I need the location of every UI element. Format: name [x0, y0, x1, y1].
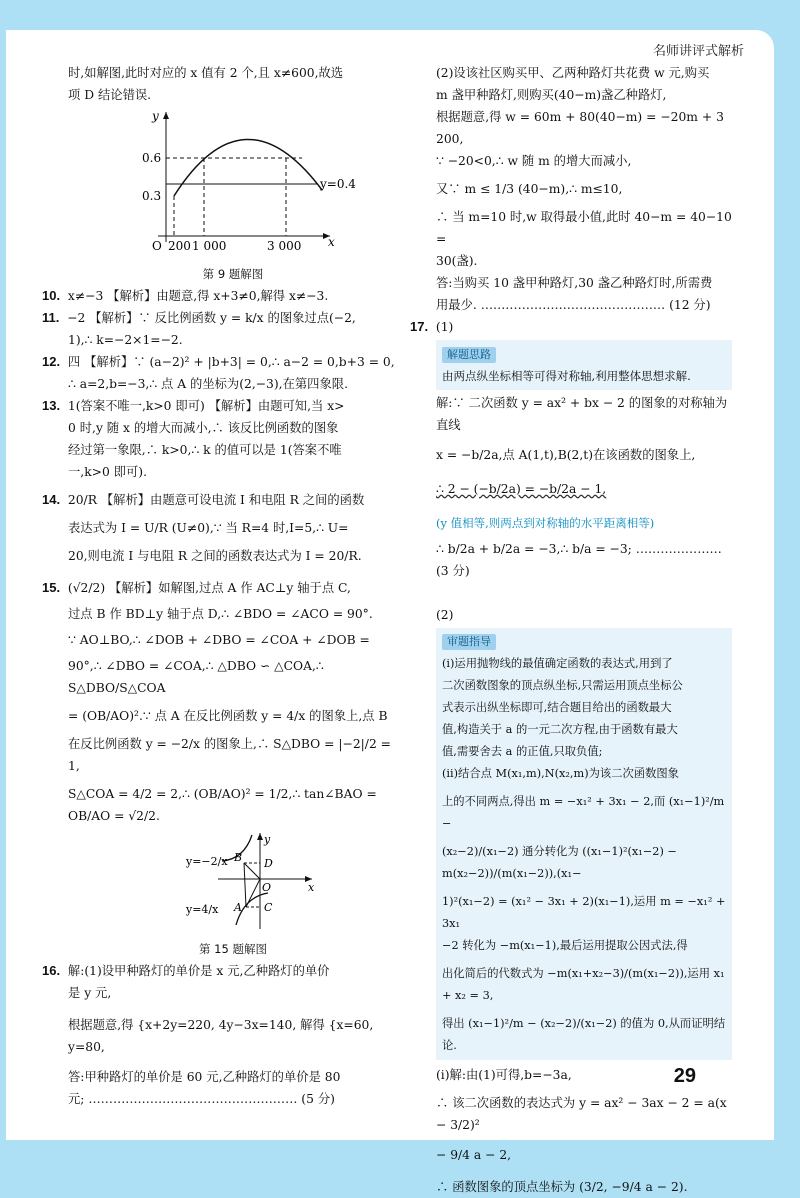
- tick-0.6: 0.6: [142, 151, 162, 165]
- text-line: ∴ 当 m=10 时,w 取得最小值,此时 40−m = 40−10 =: [436, 210, 732, 246]
- guide-line: 值,构造关于 a 的一元二次方程,由于函数有最大: [442, 723, 678, 736]
- text-line: ∴ 2 − (−b/2a) = −b/2a − 1,: [436, 482, 607, 496]
- tick-3000: 3 000: [267, 239, 302, 253]
- figure-15: [68, 831, 398, 931]
- answer-text: 解:(1)设甲种路灯的单价是 x 元,乙种路灯的单价: [67, 964, 330, 978]
- text-line: ∴ a=2,b=−3,∴ 点 A 的坐标为(2,−3),在第四象限.: [68, 377, 348, 391]
- text-line: 在反比例函数 y = −2/x 的图象上,∴ S△DBO = |−2|/2 = 1,: [68, 737, 391, 773]
- text-line: 根据题意,得 w = 60m + 80(40−m) = −20m + 3 200,: [436, 110, 724, 146]
- text-line: = (OB/AO)².∵ 点 A 在反比例函数 y = 4/x 的图象上,点 B: [68, 709, 388, 723]
- text-line: (ⅰ)解:由(1)可得,b=−3a,: [436, 1068, 572, 1082]
- origin-label: O: [152, 239, 162, 253]
- question-number: 17.: [410, 319, 429, 334]
- answer-text: −2 【解析】∵ 反比例函数 y = k/x 的图象过点(−2,: [67, 311, 356, 325]
- text-line: m 盏甲种路灯,则购买(40−m)盏乙种路灯,: [436, 88, 667, 102]
- text-line: 过点 B 作 BD⊥y 轴于点 D,∴ ∠BDO = ∠ACO = 90°.: [68, 607, 373, 621]
- part-label: (1): [435, 320, 454, 334]
- text-line: S△COA = 4/2 = 2,∴ (OB/AO)² = 1/2,∴ tan∠BAO = OB/AO = √2/2.: [68, 787, 377, 823]
- text-line: 根据题意,得 {x+2y=220, 4y−3x=140, 解得 {x=60, y=80,: [68, 1018, 374, 1054]
- section-header: 名师讲评式解析: [652, 44, 744, 59]
- text-line: − 9/4 a − 2,: [436, 1148, 512, 1162]
- text-line: 项 D 结论错误.: [68, 88, 152, 102]
- guide-line: 1)²(x₁−2) = (x₁² − 3x₁ + 2)(x₁−1),运用 m = −x₁² + 3x₁: [442, 895, 726, 930]
- func-label-2: y=4/x: [186, 903, 219, 916]
- guide-line: 出化简后的代数式为 −m(x₁+x₂−3)/(m(x₁−2)),运用 x₁ + x₂ = 3,: [442, 967, 725, 1002]
- text-line: 0 时,y 随 x 的增大而减小,∴ 该反比例函数的图象: [68, 421, 339, 435]
- guide-line: 二次函数图象的顶点纵坐标,只需运用顶点坐标公: [442, 679, 683, 692]
- hint-text: 由两点纵坐标相等可得对称轴,利用整体思想求解.: [442, 369, 691, 383]
- figure-caption: 第 15 题解图: [199, 942, 267, 956]
- figure-caption: 第 9 题解图: [202, 267, 264, 281]
- hint-box: [436, 340, 732, 390]
- answer-text: x≠−3 【解析】由题意,得 x+3≠0,解得 x≠−3.: [67, 289, 329, 303]
- answer-text: 1(答案不唯一,k>0 即可) 【解析】由题可知,当 x>: [67, 399, 345, 413]
- text-line: 答:当购买 10 盏甲种路灯,30 盏乙种路灯时,所需费: [436, 276, 713, 290]
- answer-text: 四 【解析】∵ (a−2)² + |b+3| = 0,∴ a−2 = 0,b+3 = 0,: [67, 355, 395, 369]
- part-label: (2): [436, 608, 454, 622]
- annotation-note: (y 值相等,则两点到对称轴的水平距离相等): [436, 516, 655, 530]
- question-17: [410, 316, 732, 338]
- guide-line: (x₂−2)/(x₁−2) 通分转化为 ((x₁−1)²(x₁−2) − m(x₂−2))/(m(x₁−2)),(x₁−: [442, 845, 677, 880]
- point-D: D: [264, 857, 273, 870]
- guide-line: 式表示出纵坐标即可,结合题目给出的函数最大: [442, 701, 672, 714]
- text-line: 元; …………………………………………… (5 分): [68, 1092, 335, 1106]
- answer-15: [42, 577, 398, 599]
- guide-line: 值,需要舍去 a 的正值,只取负值;: [442, 745, 603, 758]
- answer-12: [42, 351, 398, 373]
- text-line: 解:∵ 二次函数 y = ax² + bx − 2 的图象的对称轴为直线: [436, 396, 728, 432]
- text-line: 一,k>0 即可).: [68, 465, 147, 479]
- tick-0.3: 0.3: [142, 189, 162, 203]
- guide-line: 得出 (x₁−1)²/m − (x₂−2)/(x₁−2) 的值为 0,从而证明结论.: [442, 1017, 726, 1052]
- text-line: ∴ b/2a + b/2a = −3,∴ b/a = −3; ………………… (3 分): [436, 542, 722, 578]
- question-number: 16.: [42, 963, 61, 978]
- guide-line: −2 转化为 −m(x₁−1),最后运用提取公因式法,得: [442, 939, 688, 952]
- y-axis-label: y: [152, 109, 159, 123]
- question-number: 10.: [42, 288, 61, 303]
- text-line: 是 y 元,: [68, 986, 112, 1000]
- x-axis-label: x: [328, 235, 335, 249]
- tick-1000: 1 000: [192, 239, 227, 253]
- hint-box-label: 解题思路: [442, 347, 496, 363]
- text-line: 又∵ m ≤ 1/3 (40−m),∴ m≤10,: [436, 182, 623, 196]
- guide-box-label: 审题指导: [442, 634, 496, 650]
- point-B: B: [234, 851, 243, 864]
- figure-9: [68, 106, 398, 256]
- answer-16: [42, 960, 398, 982]
- point-A: A: [234, 901, 242, 914]
- text-line: 时,如解图,此时对应的 x 值有 2 个,且 x≠600,故选: [68, 66, 344, 80]
- guide-line: (ⅱ)结合点 M(x₁,m),N(x₂,m)为该二次函数图象: [442, 767, 679, 780]
- guide-line: (ⅰ)运用抛物线的最值确定函数的表达式,用到了: [442, 657, 673, 670]
- text-line: x = −b/2a,点 A(1,t),B(2,t)在该函数的图象上,: [436, 448, 696, 462]
- text-line: 20,则电流 I 与电阻 R 之间的函数表达式为 I = 20/R.: [68, 549, 362, 563]
- question-number: 14.: [42, 492, 61, 507]
- text-line: 30(盏).: [436, 254, 478, 268]
- guide-line: 上的不同两点,得出 m = −x₁² + 3x₁ − 2,而 (x₁−1)²/m −: [442, 795, 725, 830]
- answer-11: [42, 307, 398, 329]
- text-line: 1),∴ k=−2×1=−2.: [68, 333, 183, 347]
- tick-200: 200: [168, 239, 191, 253]
- text-line: 用最少. ……………………………………… (12 分): [436, 298, 711, 312]
- text-line: 经过第一象限,∴ k>0,∴ k 的值可以是 1(答案不唯: [68, 443, 342, 457]
- text-line: ∴ 该二次函数的表达式为 y = ax² − 3ax − 2 = a(x − 3/2)²: [436, 1096, 727, 1132]
- answer-10: [42, 285, 398, 307]
- y-axis-label: y: [264, 833, 271, 846]
- x-axis-label: x: [308, 881, 315, 894]
- right-column: [410, 62, 732, 1198]
- question-number: 13.: [42, 398, 61, 413]
- text-line: (2)设该社区购买甲、乙两种路灯共花费 w 元,购买: [436, 66, 710, 80]
- answer-13: [42, 395, 398, 417]
- point-O: O: [262, 881, 272, 894]
- text-line: ∵ AO⊥BO,∴ ∠DOB + ∠DBO = ∠COA + ∠DOB =: [68, 633, 370, 647]
- page-sheet: [6, 30, 774, 1194]
- text-line: 90°,∴ ∠DBO = ∠COA,∴ △DBO ∽ △COA,∴ S△DBO/S△COA: [68, 659, 324, 695]
- question-number: 15.: [42, 580, 61, 595]
- left-column: [42, 62, 398, 1110]
- question-number: 11.: [42, 310, 60, 325]
- answer-text: 20/R 【解析】由题意可设电流 I 和电阻 R 之间的函数: [67, 493, 365, 507]
- func-label-1: y=−2/x: [186, 855, 228, 868]
- guide-box: [436, 628, 732, 1060]
- text-line: ∵ −20<0,∴ w 随 m 的增大而减小,: [436, 154, 632, 168]
- question-number: 12.: [42, 354, 61, 369]
- line-label: y=0.4: [320, 177, 356, 191]
- page-number: 29: [673, 1065, 696, 1087]
- point-C: C: [264, 901, 273, 914]
- text-line: 答:甲种路灯的单价是 60 元,乙种路灯的单价是 80: [68, 1070, 341, 1084]
- answer-14: [42, 489, 398, 511]
- text-line: ∴ 函数图象的顶点坐标为 (3/2, −9/4 a − 2).: [436, 1180, 688, 1194]
- answer-text: (√2/2) 【解析】如解图,过点 A 作 AC⊥y 轴于点 C,: [67, 581, 351, 595]
- text-line: 表达式为 I = U/R (U≠0),∵ 当 R=4 时,I=5,∴ U=: [68, 521, 349, 535]
